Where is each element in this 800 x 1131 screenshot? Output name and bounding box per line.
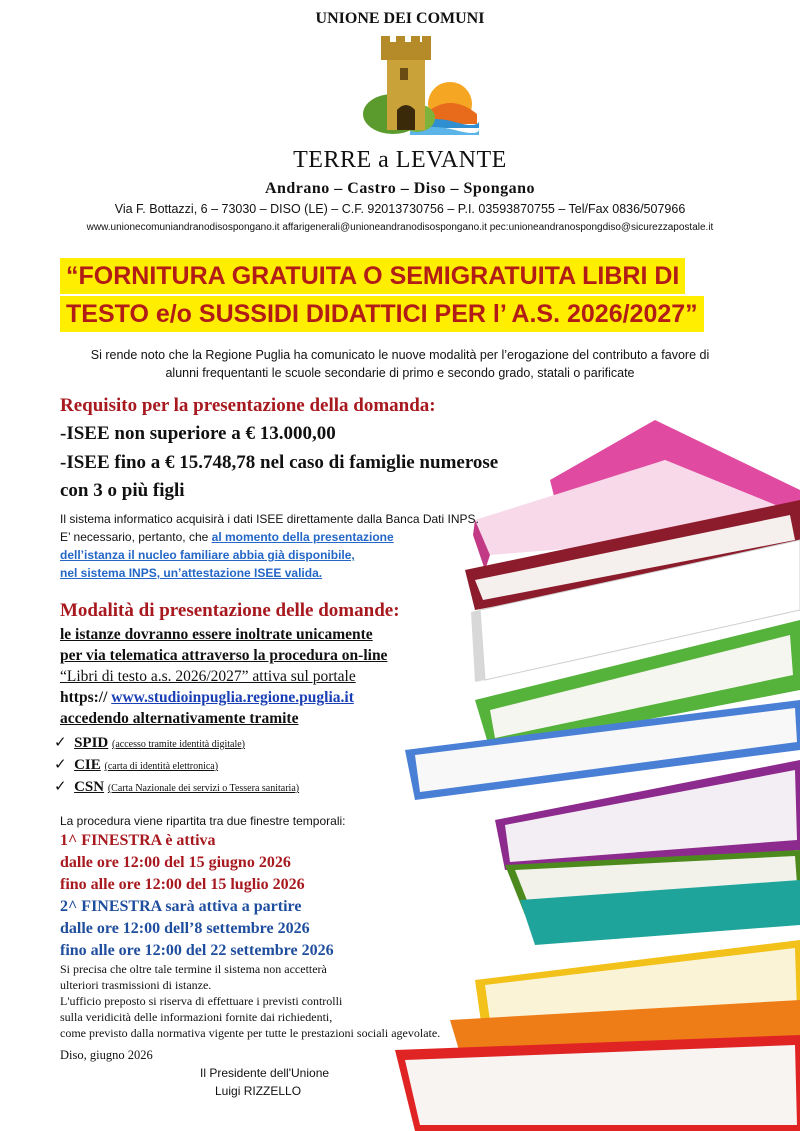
isee-threshold-3: con 3 o più figli — [60, 480, 185, 501]
modalita-line-5: accedendo alternativamente tramite — [60, 710, 299, 727]
finestra-1-from: dalle ore 12:00 del 15 giugno 2026 — [60, 854, 291, 871]
modalita-line-4 — [60, 689, 354, 707]
modalita-line-1: le istanze dovranno essere inoltrate unicamente — [60, 626, 373, 643]
union-label: UNIONE DEI COMUNI — [315, 10, 485, 27]
finestra-2-from: dalle ore 12:00 dell’8 settembre 2026 — [60, 920, 310, 937]
portal-link[interactable]: www.studioinpuglia.regione.puglia.it — [111, 689, 354, 706]
note-line-3: L'ufficio preposto si riserva di effettuare i previsti controlli — [60, 994, 343, 1008]
note-line-2: ulteriori trasmissioni di istanze. — [60, 978, 212, 992]
logo-name: TERRE a LEVANTE — [293, 147, 507, 173]
option-csn-note: (Carta Nazionale dei servizi o Tessera sanitaria) — [107, 783, 300, 794]
modalita-line-3: “Libri di testo a.s. 2026/2027” attiva sul portale — [60, 668, 356, 685]
finestre-intro: La procedura viene ripartita tra due finestre temporali: — [60, 814, 346, 828]
sistema-line-1: Il sistema informatico acquisirà i dati ISEE direttamente dalla Banca Dati INPS. — [60, 512, 479, 526]
finestra-2-title: 2^ FINESTRA sarà attiva a partire — [60, 898, 302, 915]
web-contacts: www.unionecomuniandranodisospongano.it affarigenerali@unioneandranodisospongano.it pec:unioneandranospongdiso@sicurezzapostale.it — [86, 222, 714, 233]
title-line-2: TESTO e/o SUSSIDI DIDATTICI PER l’ A.S. 2026/2027” — [60, 296, 704, 332]
note-line-1: Si precisa che oltre tale termine il sistema non accetterà — [60, 962, 327, 976]
note-line-4: sulla veridicità delle informazioni fornite dai richiedenti, — [60, 1010, 333, 1024]
check-icon: ✓ — [54, 735, 67, 751]
sistema-line-3: dell’istanza il nucleo familiare abbia già disponibile, — [60, 548, 355, 562]
option-spid-note: (accesso tramite identità digitale) — [112, 739, 246, 750]
logo-tower-icon — [355, 32, 480, 142]
sistema-line-2-pre: E’ necessario, pertanto, che — [60, 530, 212, 544]
isee-threshold-2: -ISEE fino a € 15.748,78 nel caso di famiglie numerose — [60, 452, 499, 473]
isee-threshold-1: -ISEE non superiore a € 13.000,00 — [60, 423, 336, 444]
intro-line-2: alunni frequentanti le scuole secondarie di primo e secondo grado, statali o parificate — [165, 366, 635, 380]
book-stack-illustration — [395, 420, 800, 1131]
option-cie-note: (carta di identità elettronica) — [104, 761, 219, 772]
option-csn-label: CSN — [74, 779, 105, 795]
finestra-1-title: 1^ FINESTRA è attiva — [60, 832, 216, 849]
option-cie — [54, 755, 218, 774]
finestra-2-to: fino alle ore 12:00 del 22 settembre 2026 — [60, 942, 334, 959]
note-line-5: come previsto dalla normativa vigente per tutte le prestazioni sociali agevolate. — [60, 1026, 441, 1040]
place-date: Diso, giugno 2026 — [60, 1048, 153, 1062]
sistema-line-4: nel sistema INPS, un’attestazione ISEE valida. — [60, 566, 323, 580]
check-icon: ✓ — [54, 779, 67, 795]
check-icon: ✓ — [54, 757, 67, 773]
option-spid-label: SPID — [74, 735, 109, 751]
signature-name: Luigi RIZZELLO — [215, 1084, 302, 1098]
modalita-heading: Modalità di presentazione delle domande: — [60, 600, 400, 621]
requisito-heading: Requisito per la presentazione della domanda: — [60, 395, 436, 416]
sistema-line-2 — [60, 530, 394, 544]
modalita-line-2: per via telematica attraverso la procedura on-line — [60, 647, 388, 664]
address-line: Via F. Bottazzi, 6 – 73030 – DISO (LE) – C.F. 92013730756 – P.I. 03593870755 – Tel/Fax 0836/507966 — [114, 202, 686, 216]
portal-prefix: https:// — [60, 689, 112, 706]
option-spid — [54, 733, 245, 752]
signature-title: Il Presidente dell'Unione — [200, 1066, 330, 1080]
title-line-1: “FORNITURA GRATUITA O SEMIGRATUITA LIBRI DI — [60, 258, 685, 294]
intro-line-1: Si rende noto che la Regione Puglia ha comunicato le nuove modalità per l’erogazione del contributo a favore di — [90, 348, 710, 362]
finestra-1-to: fino alle ore 12:00 del 15 luglio 2026 — [60, 876, 305, 893]
sistema-link-text: al momento della presentazione — [211, 530, 394, 544]
option-cie-label: CIE — [74, 757, 101, 773]
towns-list: Andrano – Castro – Diso – Spongano — [264, 180, 536, 197]
option-csn — [54, 777, 299, 796]
